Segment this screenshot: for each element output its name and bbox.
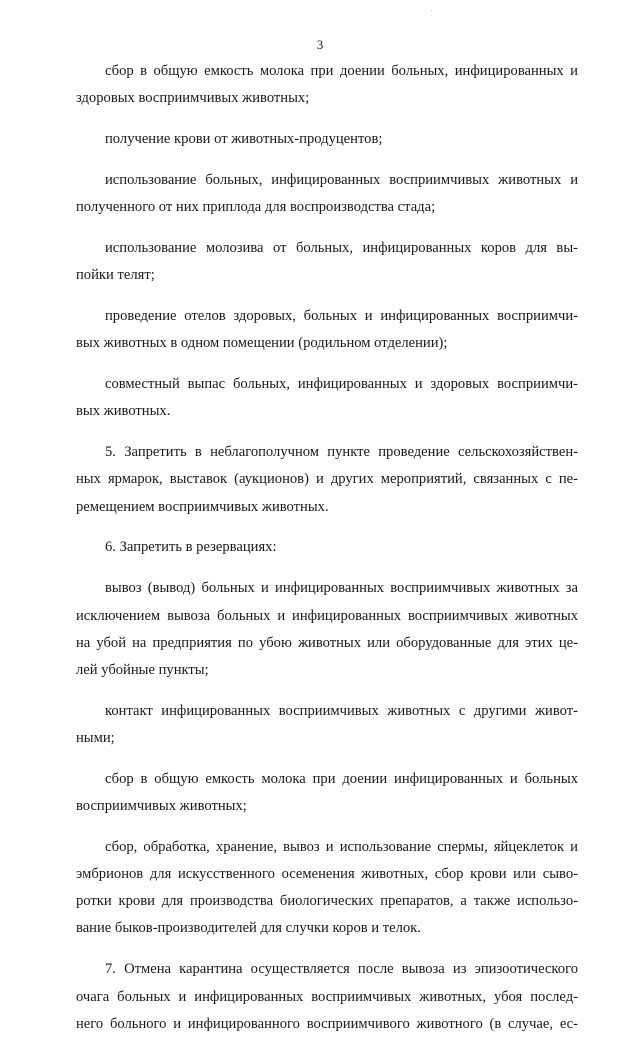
- paragraph-line: на убой на предприятия по убою животных или оборудованные для этих це-: [76, 634, 578, 651]
- paragraph-line: пойки телят;: [76, 267, 155, 284]
- paragraph-line: проведение отелов здоровых, больных и инфицированных восприимчи-: [105, 308, 578, 325]
- paragraph-line: вых животных.: [76, 403, 171, 420]
- paragraph-line: использование больных, инфицированных восприимчивых животных и: [105, 171, 578, 188]
- paragraph-line: сбор в общую емкость молока при доении больных, инфицированных и: [105, 63, 578, 79]
- paragraph-line: контакт инфицированных восприимчивых животных с другими живот-: [105, 702, 578, 719]
- paragraph-line: совместный выпас больных, инфицированных и здоровых восприимчи-: [105, 376, 578, 393]
- scan-speck: [431, 10, 432, 11]
- paragraph-line: 5. Запретить в неблагополучном пункте проведение сельскохозяйствен-: [105, 444, 578, 461]
- paragraph-line: вывоз (вывод) больных и инфицированных восприимчивых животных за: [105, 580, 578, 597]
- page-number: 3: [316, 37, 324, 52]
- document-body: [76, 58, 578, 1038]
- paragraph-line: исключением вывоза больных и инфицированных восприимчивых животных: [76, 607, 578, 624]
- paragraph-line: лей убойные пункты;: [76, 661, 209, 678]
- paragraph-line: использование молозива от больных, инфицированных коров для вы-: [105, 240, 578, 256]
- paragraph-line: получение крови от животных-продуцентов;: [105, 131, 383, 148]
- paragraph-line: восприимчивых животных;: [76, 798, 247, 814]
- paragraph-line: ротки крови для производства биологических препаратов, а также использо-: [76, 893, 578, 910]
- paragraph-line: здоровых восприимчивых животных;: [76, 90, 310, 107]
- paragraph-line: сбор, обработка, хранение, вывоз и использование спермы, яйцеклеток и: [105, 838, 578, 855]
- paragraph-line: сбор в общую емкость молока при доении инфицированных и больных: [105, 770, 578, 787]
- paragraph-line: очага больных и инфицированных восприимчивых животных, убоя послед-: [76, 988, 578, 1005]
- paragraph-line: ремещением восприимчивых животных.: [76, 498, 329, 515]
- paragraph-line: вых животных в одном помещении (родильном отделении);: [76, 335, 448, 352]
- paragraph-line: вание быков-производителей для случки коров и телок.: [76, 920, 421, 937]
- paragraph-line: полученного от них приплода для воспроизводства стада;: [76, 199, 436, 216]
- paragraph-line: него больного и инфицированного восприимчивого животного (в случае, ес-: [76, 1015, 578, 1032]
- paragraph-line: 6. Запретить в резервациях:: [105, 539, 277, 556]
- paragraph-line: ными;: [76, 729, 115, 746]
- paragraph-line: 7. Отмена карантина осуществляется после вывоза из эпизоотического: [105, 961, 578, 978]
- paragraph-line: ных ярмарок, выставок (аукционов) и других мероприятий, связанных с пе-: [76, 471, 578, 488]
- paragraph-line: эмбрионов для искусственного осеменения животных, сбор крови или сыво-: [76, 866, 578, 883]
